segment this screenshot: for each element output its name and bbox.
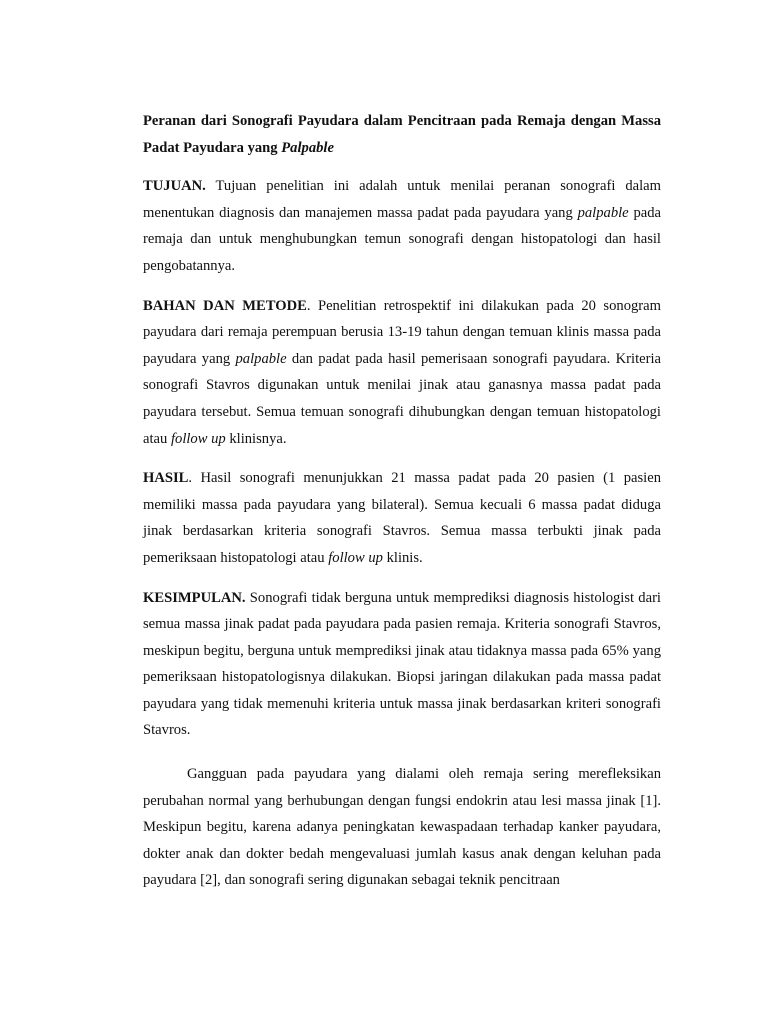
section-bahan-metode [143,293,661,453]
bahan-metode-italic-1: palpable [235,350,287,367]
tujuan-italic-1: palpable [577,204,629,221]
tujuan-text-1: Tujuan penelitian ini adalah untuk menilai peranan sonografi dalam menentukan diagnosis dan manajemen massa padat pada payudara yang [143,178,661,221]
hasil-label: HASIL [143,470,189,487]
section-tujuan [143,173,661,279]
tujuan-label: TUJUAN. [143,178,206,195]
bahan-metode-label: BAHAN DAN METODE [143,297,307,314]
hasil-text-1: . Hasil sonografi menunjukkan 21 massa padat pada 20 pasien (1 pasien memiliki massa pada payudara yang bilateral). Semua kecuali 6 massa padat diduga jinak berdasarkan kriteria sonografi Stavros. Semua massa terbukti jinak pada pemeriksaan histopatologi atau [143,470,661,566]
bahan-metode-italic-2: follow up [170,430,226,447]
kesimpulan-text-1: Sonografi tidak berguna untuk memprediksi diagnosis histologist dari semua massa jinak padat pada payudara pada pasien remaja. Kriteria sonografi Stavros, meskipun begitu, berguna untuk memprediksi jinak atau tidaknya massa pada 65% yang pemeriksaan histopatologisnya dilakukan. Biopsi jaringan dilakukan pada massa padat payudara yang tidak memenuhi kriteria untuk massa jinak berdasarkan kriteri sonografi Stavros. [143,589,661,739]
document-title [143,108,661,161]
section-hasil [143,465,661,571]
tujuan-text-2: pada remaja dan untuk menghubungkan temun sonografi dengan histopatologi dan hasil pengobatannya. [143,204,661,274]
document-content [143,108,661,894]
title-text: Peranan dari Sonografi Payudara dalam Pencitraan pada Remaja dengan Massa Padat Payudara yang [143,113,661,156]
body-paragraph: Gangguan pada payudara yang dialami oleh remaja sering merefleksikan perubahan normal yang berhubungan dengan fungsi endokrin atau lesi massa jinak [1]. Meskipun begitu, karena adanya peningkatan kewaspadaan terhadap kanker payudara, dokter anak dan dokter bedah mengevaluasi jumlah kasus anak dengan keluhan pada payudara [2], dan sonografi sering digunakan sebagai teknik pencitraan [143,766,661,889]
section-kesimpulan [143,585,661,745]
kesimpulan-label: KESIMPULAN. [143,589,246,606]
bahan-metode-text-1: . Penelitian retrospektif ini dilakukan pada 20 sonogram payudara dari remaja perempuan berusia 13-19 tahun dengan temuan klinis massa pada payudara yang [143,297,661,367]
hasil-text-2: klinis. [382,549,423,566]
bahan-metode-text-2: dan padat pada hasil pemerisaan sonografi payudara. Kriteria sonografi Stavros digunakan untuk menilai jinak atau ganasnya massa padat pada payudara tersebut. Semua temuan sonografi dihubungkan dengan temuan histopatologi atau [143,350,661,447]
bahan-metode-text-3: klinisnya. [225,430,287,447]
title-italic: Palpable [281,139,334,156]
hasil-italic-1: follow up [328,549,383,566]
